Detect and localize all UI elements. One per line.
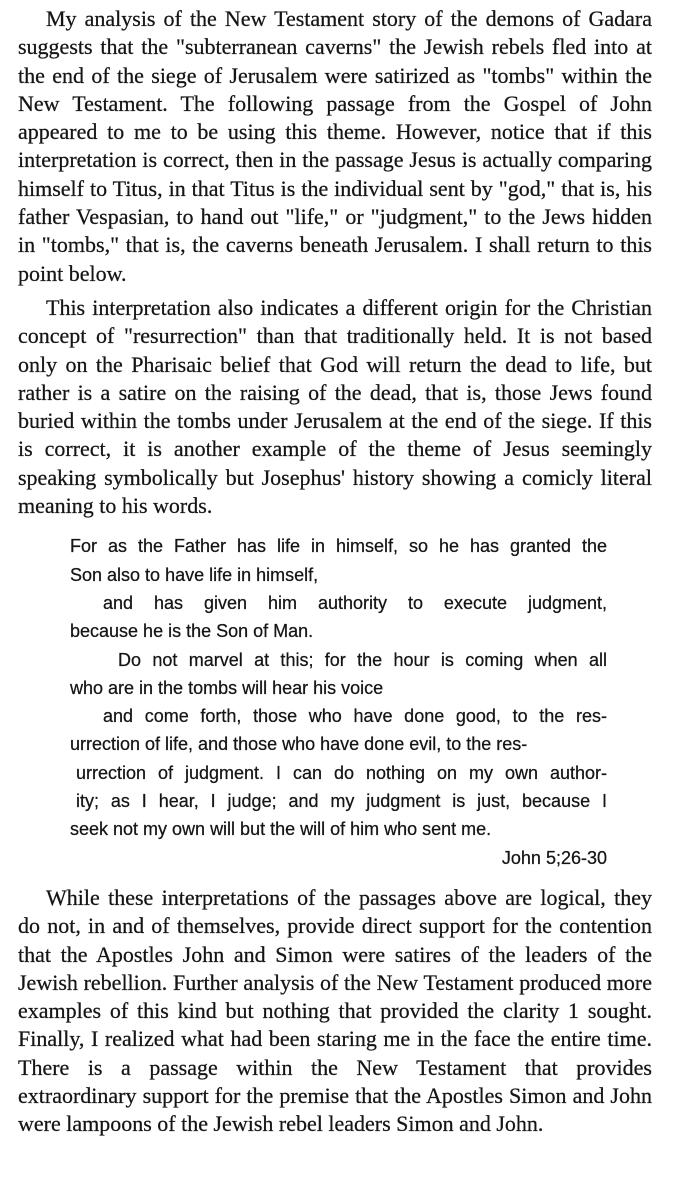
quote-line: because he is the Son of Man.: [70, 621, 314, 642]
body-paragraph: My analysis of the New Testament story of the demons of Gadara suggests that the "subterranean caverns" the Jewish rebels fled into at the end of the siege of Jerusalem were satirized as "tombs" within the New Testament. The following passage from the Gospel of John appeared to me to be using this theme. However, notice that if this interpretation is correct, then in the passage Jesus is actually comparing himself to Titus, in that Titus is the individual sent by "god," that is, his father Vespasian, to hand out "life," or "judgment," to the Jews hidden in "tombs," that is, the caverns beneath Jerusalem. I shall return to this point below.: [18, 6, 652, 286]
quote-line: and come forth, those who have done good, to the res-: [103, 706, 607, 727]
body-paragraph: This interpretation also indicates a different origin for the Christian concept of "resurrection" than that traditionally held. It is not based only on the Pharisaic belief that God will return the dead to life, but rather is a satire on the raising of the dead, that is, those Jews found buried within the tombs under Jerusalem at the end of the siege. If this is correct, it is another example of the theme of Jesus seemingly speaking symbolically but Josephus' history showing a comicly literal meaning to his words.: [18, 294, 652, 519]
quote-line: ity; as I hear, I judge; and my judgment is just, because I: [76, 791, 607, 812]
quote-attribution: John 5;26-30: [501, 847, 607, 868]
page-content: [18, 5, 652, 1139]
quote-line: urrection of judgment. I can do nothing on my own author-: [76, 762, 607, 783]
quote-line: seek not my own will but the will of him who sent me.: [70, 819, 492, 840]
quote-line: who are in the tombs will hear his voice: [70, 677, 384, 698]
quote-line: Do not marvel at this; for the hour is coming when all: [118, 649, 607, 670]
scripture-quote: [70, 532, 607, 872]
body-paragraph: While these interpretations of the passages above are logical, they do not, in and of themselves, provide direct support for the contention that the Apostles John and Simon were satires of the leaders of the Jewish rebellion. Further analysis of the New Testament produced more examples of this kind but nothing that provided the clarity 1 sought. Finally, I realized what had been staring me in the face the entire time. There is a passage within the New Testament that provides extraordinary support for the premise that the Apostles Simon and John were lampoons of the Jewish rebel leaders Simon and John.: [18, 884, 652, 1137]
quote-line: For as the Father has life in himself, so he has granted the: [70, 536, 607, 557]
quote-line: urrection of life, and those who have done evil, to the res-: [70, 734, 528, 755]
quote-line: and has given him authority to execute judgment,: [103, 592, 607, 613]
quote-line: Son also to have life in himself,: [70, 564, 319, 585]
